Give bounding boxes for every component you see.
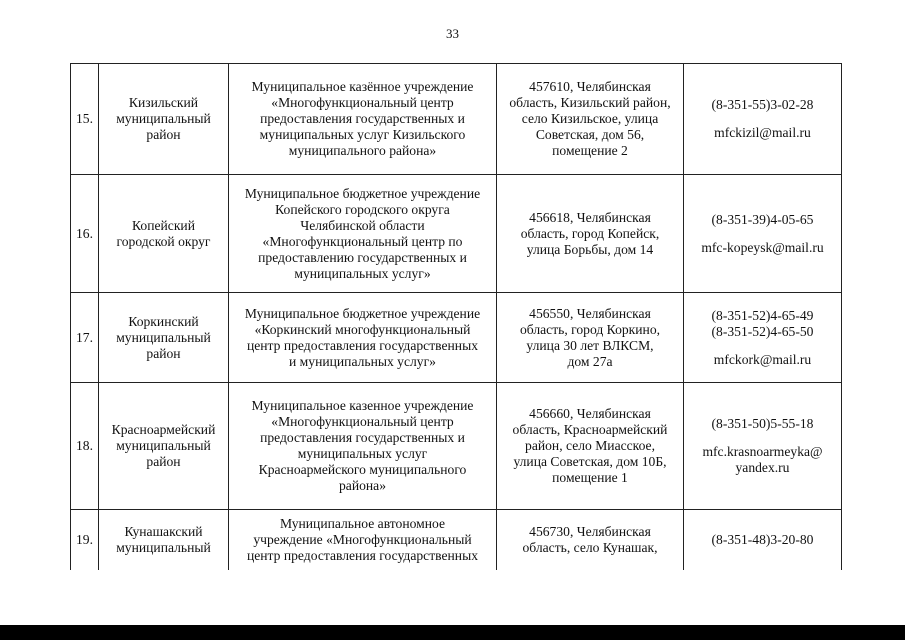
text-line: (8-351-39)4-05-65: [711, 211, 814, 227]
table-row: [71, 383, 842, 510]
address-cell: [497, 64, 684, 175]
area-cell: [99, 64, 229, 175]
text-line: помещение 2: [552, 143, 628, 158]
text-line: mfc.krasnoarmeyka@: [702, 444, 823, 459]
text-line: предоставления государственных и: [260, 430, 465, 445]
organization-cell: [229, 175, 497, 293]
spacer: [688, 432, 837, 444]
text-line: «Многофункциональный центр: [271, 95, 454, 110]
address-cell: [497, 510, 684, 570]
text-line: (8-351-52)4-65-50: [711, 323, 814, 339]
area-cell: [99, 510, 229, 570]
text-line: центр предоставления государственных: [246, 337, 479, 353]
text-line: Красноармейский: [111, 422, 216, 437]
text-line: 456660, Челябинская: [529, 406, 651, 421]
organization-cell: [229, 293, 497, 383]
contact-cell: [684, 175, 842, 293]
spacer: [688, 340, 837, 352]
text-line: улица Советская, дом 10Б,: [513, 454, 667, 469]
text-line: предоставлению государственных и: [258, 249, 467, 265]
text-line: дом 27а: [567, 353, 613, 369]
text-line: муниципальный: [116, 111, 211, 126]
text-line: предоставления государственных и: [260, 111, 465, 126]
text-line: Челябинской области: [300, 217, 425, 233]
text-line: область, город Копейск,: [520, 225, 660, 241]
text-line: село Кизильское, улица: [521, 111, 659, 126]
address-cell: [497, 175, 684, 293]
text-line: муниципальных услуг»: [294, 265, 431, 281]
text-line: улица Борьбы, дом 14: [526, 241, 654, 257]
text-line: муниципальных услуг Кизильского: [259, 127, 466, 142]
text-line: муниципальный: [116, 438, 211, 453]
text-line: yandex.ru: [735, 460, 790, 475]
organization-cell: [229, 383, 497, 510]
table-row: [71, 64, 842, 175]
text-line: Копейского городского округа: [275, 201, 450, 217]
text-line: 456618, Челябинская: [529, 209, 651, 225]
row-number-cell: 16.: [71, 175, 99, 293]
text-line: помещение 1: [552, 470, 628, 485]
contact-cell: [684, 293, 842, 383]
row-number-cell: 18.: [71, 383, 99, 510]
page-number: 33: [446, 26, 459, 41]
address-cell: [497, 293, 684, 383]
text-line: 457610, Челябинская: [529, 79, 651, 94]
bottom-black-bar: [0, 625, 905, 640]
spacer: [688, 113, 837, 125]
text-line: (8-351-50)5-55-18: [711, 416, 814, 431]
text-line: и муниципальных услуг»: [289, 353, 436, 369]
contact-cell: [684, 510, 842, 570]
row-number-cell: 19.: [71, 510, 99, 570]
mfc-table: [70, 63, 842, 570]
row-number-cell: 15.: [71, 64, 99, 175]
text-line: Муниципальное автономное: [279, 515, 446, 531]
text-line: «Многофункциональный центр: [271, 414, 454, 429]
text-line: учреждение «Многофункциональный: [253, 531, 472, 547]
contact-cell: [684, 383, 842, 510]
text-line: Муниципальное казённое учреждение: [251, 79, 474, 94]
table-row: [71, 175, 842, 293]
organization-cell: [229, 64, 497, 175]
text-line: улица 30 лет ВЛКСМ,: [526, 337, 654, 353]
text-line: Копейский: [132, 217, 195, 233]
text-line: центр предоставления государственных: [246, 547, 479, 563]
table-row: [71, 510, 842, 570]
text-line: район: [146, 345, 181, 361]
text-line: область, село Кунашак,: [522, 539, 658, 555]
text-line: муниципальный: [116, 539, 211, 555]
text-line: «Коркинский многофункциональный: [254, 321, 471, 337]
text-line: район: [146, 454, 181, 469]
address-cell: [497, 383, 684, 510]
text-line: Коркинский: [128, 313, 199, 329]
text-line: городской округ: [116, 233, 211, 249]
text-line: район, село Миасское,: [525, 438, 655, 453]
text-line: Советская, дом 56,: [535, 127, 645, 142]
text-line: 456730, Челябинская: [529, 523, 651, 539]
area-cell: [99, 175, 229, 293]
text-line: муниципального района»: [288, 143, 437, 158]
text-line: (8-351-48)3-20-80: [711, 531, 814, 547]
text-line: mfc-kopeysk@mail.ru: [701, 239, 824, 255]
text-line: область, Красноармейский: [512, 422, 668, 437]
area-cell: [99, 293, 229, 383]
text-line: область, Кизильский район,: [509, 95, 671, 110]
text-line: район: [146, 127, 181, 142]
area-cell: [99, 383, 229, 510]
text-line: Кизильский: [128, 95, 199, 110]
text-line: муниципальных услуг: [297, 446, 428, 461]
text-line: область, город Коркино,: [519, 321, 661, 337]
table-row: [71, 293, 842, 383]
text-line: Кунашакский: [124, 523, 203, 539]
text-line: Муниципальное бюджетное учреждение: [244, 185, 481, 201]
text-line: 456550, Челябинская: [529, 305, 651, 321]
text-line: «Многофункциональный центр по: [262, 233, 463, 249]
spacer: [688, 228, 837, 240]
text-line: mfckizil@mail.ru: [714, 125, 811, 140]
text-line: (8-351-55)3-02-28: [711, 97, 814, 112]
text-line: Муниципальное бюджетное учреждение: [244, 305, 481, 321]
text-line: Муниципальное казенное учреждение: [251, 398, 474, 413]
organization-cell: [229, 510, 497, 570]
text-line: (8-351-52)4-65-49: [711, 307, 814, 323]
contact-cell: [684, 64, 842, 175]
text-line: mfckork@mail.ru: [713, 351, 812, 367]
text-line: муниципальный: [116, 329, 211, 345]
text-line: района»: [338, 478, 386, 493]
row-number-cell: 17.: [71, 293, 99, 383]
table-body: [71, 64, 842, 570]
text-line: Красноармейского муниципального: [258, 462, 467, 477]
